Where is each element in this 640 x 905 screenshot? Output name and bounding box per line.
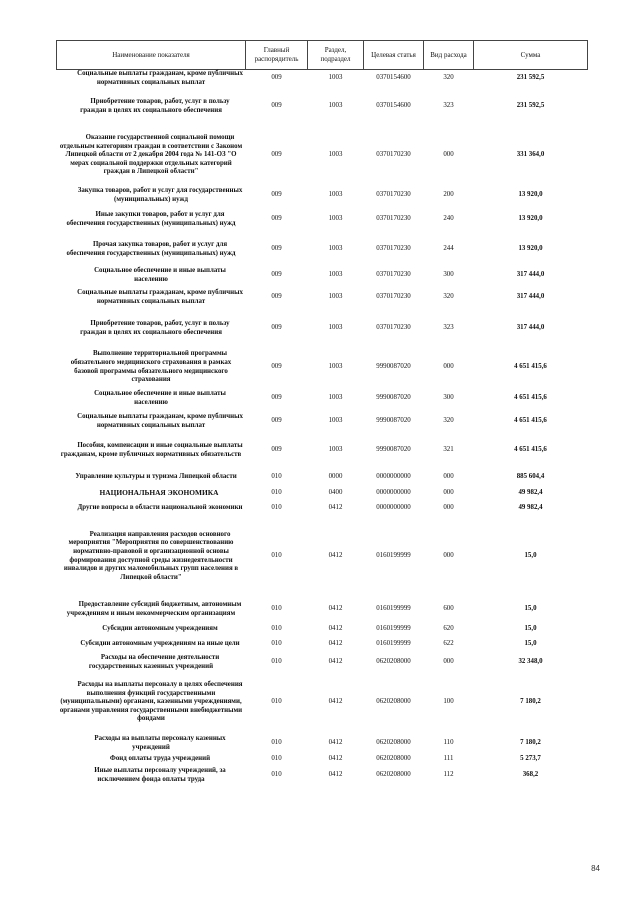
row-manager: 009 bbox=[271, 394, 282, 402]
row-sum: 231 592,5 bbox=[516, 102, 545, 110]
row-sum: 15,0 bbox=[524, 625, 537, 633]
row-expense: 244 bbox=[443, 245, 454, 253]
table-row bbox=[57, 468, 588, 488]
row-target: 0620208000 bbox=[376, 739, 411, 747]
row-name: Социальные выплаты гражданам, кроме публичных нормативных социальных выплат bbox=[77, 412, 243, 429]
row-target: 0370170230 bbox=[376, 245, 411, 253]
row-target: 0370170230 bbox=[376, 151, 411, 159]
row-expense: 000 bbox=[443, 552, 454, 560]
row-section: 1003 bbox=[328, 191, 343, 199]
row-manager: 009 bbox=[271, 102, 282, 110]
table-row bbox=[57, 596, 588, 624]
row-section: 0412 bbox=[328, 698, 343, 706]
row-sum: 49 982,4 bbox=[518, 504, 543, 512]
row-section: 0412 bbox=[328, 640, 343, 648]
table-row bbox=[57, 734, 588, 754]
row-manager: 009 bbox=[271, 271, 282, 279]
row-sum: 7 180,2 bbox=[520, 698, 541, 706]
row-target: 0370170230 bbox=[376, 215, 411, 223]
row-sum: 317 444,0 bbox=[516, 324, 545, 332]
table-row bbox=[57, 88, 588, 126]
row-manager: 010 bbox=[271, 504, 282, 512]
row-manager: 009 bbox=[271, 293, 282, 301]
row-manager: 010 bbox=[271, 640, 282, 648]
row-name: Приобретение товаров, работ, услуг в пользу граждан в целях их социального обеспечения bbox=[80, 319, 230, 336]
row-section: 0412 bbox=[328, 739, 343, 747]
row-section: 1003 bbox=[328, 417, 343, 425]
table-row bbox=[57, 286, 588, 310]
row-manager: 009 bbox=[271, 324, 282, 332]
row-sum: 4 651 415,6 bbox=[514, 394, 547, 402]
row-section: 1003 bbox=[328, 394, 343, 402]
table-row bbox=[57, 518, 588, 596]
row-name: Социальное обеспечение и иные выплаты населению bbox=[94, 266, 226, 283]
table-row bbox=[57, 410, 588, 434]
row-expense: 323 bbox=[443, 102, 454, 110]
row-expense: 000 bbox=[443, 363, 454, 371]
row-section: 0412 bbox=[328, 605, 343, 613]
row-sum: 885 604,4 bbox=[516, 473, 545, 481]
row-expense: 200 bbox=[443, 191, 454, 199]
row-manager: 009 bbox=[271, 215, 282, 223]
row-target: 0370170230 bbox=[376, 191, 411, 199]
row-expense: 323 bbox=[443, 324, 454, 332]
row-manager: 010 bbox=[271, 552, 282, 560]
row-target: 0000000000 bbox=[376, 504, 411, 512]
row-expense: 600 bbox=[443, 605, 454, 613]
row-expense: 320 bbox=[443, 293, 454, 301]
row-expense: 110 bbox=[443, 739, 454, 747]
row-expense: 000 bbox=[443, 151, 454, 159]
table-row bbox=[57, 126, 588, 186]
row-name: Фонд оплаты труда учреждений bbox=[109, 755, 211, 763]
row-manager: 009 bbox=[271, 191, 282, 199]
row-expense: 320 bbox=[443, 417, 454, 425]
row-sum: 368,2 bbox=[522, 771, 539, 779]
row-manager: 010 bbox=[271, 605, 282, 613]
row-section: 0412 bbox=[328, 771, 343, 779]
row-manager: 010 bbox=[271, 473, 282, 481]
table-row bbox=[57, 672, 588, 734]
row-sum: 4 651 415,6 bbox=[514, 417, 547, 425]
row-manager: 010 bbox=[271, 625, 282, 633]
row-target: 9990087020 bbox=[376, 446, 411, 454]
table-row bbox=[57, 266, 588, 286]
table-row bbox=[57, 186, 588, 206]
row-name: Субсидии автономным учреждениям bbox=[102, 625, 218, 633]
table-row bbox=[57, 500, 588, 518]
table-row bbox=[57, 206, 588, 234]
row-section: 1003 bbox=[328, 215, 343, 223]
header-section: Раздел, подраздел bbox=[308, 41, 364, 70]
row-section: 0412 bbox=[328, 552, 343, 560]
row-sum: 231 592,5 bbox=[516, 74, 545, 82]
row-sum: 317 444,0 bbox=[516, 293, 545, 301]
row-section: 1003 bbox=[328, 271, 343, 279]
page-number: 84 bbox=[591, 864, 600, 873]
row-expense: 622 bbox=[443, 640, 454, 648]
row-expense: 240 bbox=[443, 215, 454, 223]
row-expense: 300 bbox=[443, 271, 454, 279]
table-row bbox=[57, 310, 588, 348]
row-target: 0160199999 bbox=[376, 605, 411, 613]
row-name: НАЦИОНАЛЬНАЯ ЭКОНОМИКА bbox=[99, 488, 219, 498]
row-section: 1003 bbox=[328, 446, 343, 454]
table-row bbox=[57, 388, 588, 410]
row-name: Расходы на выплаты персоналу казенных учреждений bbox=[94, 734, 226, 751]
row-sum: 317 444,0 bbox=[516, 271, 545, 279]
row-name: Социальное обеспечение и иные выплаты населению bbox=[94, 389, 226, 406]
row-name: Социальные выплаты гражданам, кроме публичных нормативных социальных выплат bbox=[77, 288, 243, 305]
table-row bbox=[57, 766, 588, 786]
table-row bbox=[57, 754, 588, 766]
row-name: Оказание государственной социальной помощи отдельным категориям граждан в соответствии с Законом Липецкой области от 2 декабря 2004 года № 141-ОЗ "О мерах социальной поддержки отдельных категорий граждан в Липецкой области" bbox=[59, 134, 243, 176]
row-expense: 000 bbox=[443, 489, 454, 497]
row-section: 1003 bbox=[328, 324, 343, 332]
row-sum: 15,0 bbox=[524, 552, 537, 560]
row-name: Реализация направления расходов основного мероприятия "Мероприятия по совершенствованию нормативно-правовой и организационной основы формирования доступной среды жизнедеятельности инвалидов и других маломобильных групп населения в Липецкой области" bbox=[63, 530, 239, 581]
row-expense: 000 bbox=[443, 473, 454, 481]
row-sum: 5 273,7 bbox=[520, 755, 541, 763]
row-section: 1003 bbox=[328, 102, 343, 110]
row-manager: 010 bbox=[271, 698, 282, 706]
header-manager: Главный распорядитель bbox=[246, 41, 308, 70]
row-section: 0412 bbox=[328, 755, 343, 763]
row-expense: 300 bbox=[443, 394, 454, 402]
row-name: Закупка товаров, работ и услуг для государственных (муниципальных) нужд bbox=[77, 186, 243, 203]
row-name: Социальные выплаты гражданам, кроме публичных нормативных социальных выплат bbox=[77, 70, 243, 86]
row-section: 0000 bbox=[328, 473, 343, 481]
row-name: Пособия, компенсации и иные социальные выплаты гражданам, кроме публичных нормативных обязательств bbox=[60, 441, 243, 458]
row-manager: 010 bbox=[271, 755, 282, 763]
row-manager: 010 bbox=[271, 489, 282, 497]
row-section: 0412 bbox=[328, 658, 343, 666]
table-row bbox=[57, 636, 588, 654]
header-expense: Вид расхода bbox=[424, 41, 474, 70]
table-row bbox=[57, 348, 588, 388]
row-name: Управление культуры и туризма Липецкой области bbox=[75, 473, 237, 481]
row-section: 1003 bbox=[328, 293, 343, 301]
row-sum: 331 364,0 bbox=[516, 151, 545, 159]
table-row bbox=[57, 434, 588, 468]
row-target: 0160199999 bbox=[376, 640, 411, 648]
row-name: Субсидии автономным учреждениям на иные цели bbox=[80, 640, 240, 648]
row-section: 0412 bbox=[328, 625, 343, 633]
row-sum: 15,0 bbox=[524, 605, 537, 613]
row-sum: 13 920,0 bbox=[518, 215, 543, 223]
row-expense: 000 bbox=[443, 658, 454, 666]
row-manager: 009 bbox=[271, 245, 282, 253]
row-name: Иные закупки товаров, работ и услуг для обеспечения государственных (муниципальных) нужд bbox=[66, 210, 236, 227]
row-name: Приобретение товаров, работ, услуг в пользу граждан в целях их социального обеспечения bbox=[80, 97, 230, 114]
row-name: Предоставление субсидий бюджетным, автономным учреждениям и иным некоммерческим организациям bbox=[66, 600, 242, 617]
header-name: Наименование показателя bbox=[57, 41, 246, 70]
row-target: 0370154600 bbox=[376, 74, 411, 82]
row-sum: 4 651 415,6 bbox=[514, 363, 547, 371]
row-target: 9990087020 bbox=[376, 394, 411, 402]
row-manager: 009 bbox=[271, 417, 282, 425]
row-target: 9990087020 bbox=[376, 417, 411, 425]
row-section: 1003 bbox=[328, 363, 343, 371]
row-expense: 320 bbox=[443, 74, 454, 82]
row-name: Другие вопросы в области национальной экономики bbox=[77, 504, 243, 512]
row-section: 1003 bbox=[328, 245, 343, 253]
row-sum: 4 651 415,6 bbox=[514, 446, 547, 454]
row-target: 9990087020 bbox=[376, 363, 411, 371]
row-manager: 010 bbox=[271, 771, 282, 779]
row-target: 0000000000 bbox=[376, 473, 411, 481]
row-target: 0160199999 bbox=[376, 552, 411, 560]
row-section: 0412 bbox=[328, 504, 343, 512]
table-row bbox=[57, 488, 588, 500]
row-name: Расходы на обеспечение деятельности государственных казенных учреждений bbox=[88, 653, 220, 670]
row-section: 1003 bbox=[328, 74, 343, 82]
row-target: 0620208000 bbox=[376, 658, 411, 666]
row-name: Прочая закупка товаров, работ и услуг для обеспечения государственных (муниципальных) нужд bbox=[66, 240, 236, 257]
row-manager: 009 bbox=[271, 363, 282, 371]
row-target: 0370170230 bbox=[376, 293, 411, 301]
row-sum: 32 348,0 bbox=[518, 658, 543, 666]
row-expense: 321 bbox=[443, 446, 454, 454]
table-row bbox=[57, 624, 588, 636]
row-manager: 010 bbox=[271, 658, 282, 666]
row-sum: 15,0 bbox=[524, 640, 537, 648]
row-target: 0620208000 bbox=[376, 755, 411, 763]
table-row bbox=[57, 70, 588, 88]
row-manager: 010 bbox=[271, 739, 282, 747]
row-expense: 620 bbox=[443, 625, 454, 633]
row-target: 0620208000 bbox=[376, 771, 411, 779]
row-manager: 009 bbox=[271, 74, 282, 82]
row-name: Расходы на выплаты персоналу в целях обеспечения выполнения функций государственными (муниципальными) органами, казенными учреждениями, органами управления государственными внебюджетными фондами bbox=[59, 681, 243, 723]
header-sum: Сумма bbox=[474, 41, 588, 70]
table-row bbox=[57, 654, 588, 672]
row-manager: 009 bbox=[271, 446, 282, 454]
table-row bbox=[57, 234, 588, 266]
budget-table bbox=[56, 40, 588, 786]
row-section: 0400 bbox=[328, 489, 343, 497]
row-section: 1003 bbox=[328, 151, 343, 159]
row-target: 0370170230 bbox=[376, 324, 411, 332]
row-target: 0370170230 bbox=[376, 271, 411, 279]
row-manager: 009 bbox=[271, 151, 282, 159]
row-expense: 000 bbox=[443, 504, 454, 512]
row-target: 0620208000 bbox=[376, 698, 411, 706]
table-header-row bbox=[57, 41, 588, 70]
row-target: 0160199999 bbox=[376, 625, 411, 633]
row-sum: 49 982,4 bbox=[518, 489, 543, 497]
row-sum: 7 180,2 bbox=[520, 739, 541, 747]
row-sum: 13 920,0 bbox=[518, 191, 543, 199]
row-target: 0000000000 bbox=[376, 489, 411, 497]
row-expense: 112 bbox=[443, 771, 454, 779]
row-sum: 13 920,0 bbox=[518, 245, 543, 253]
header-target: Целевая статья bbox=[364, 41, 424, 70]
row-name: Иные выплаты персоналу учреждений, за исключением фонда оплаты труда bbox=[94, 766, 226, 783]
row-target: 0370154600 bbox=[376, 102, 411, 110]
row-expense: 100 bbox=[443, 698, 454, 706]
row-name: Выполнение территориальной программы обязательного медицинского страхования в рамках базовой программы обязательного медицинского страхования bbox=[70, 350, 232, 384]
row-expense: 111 bbox=[443, 755, 454, 763]
